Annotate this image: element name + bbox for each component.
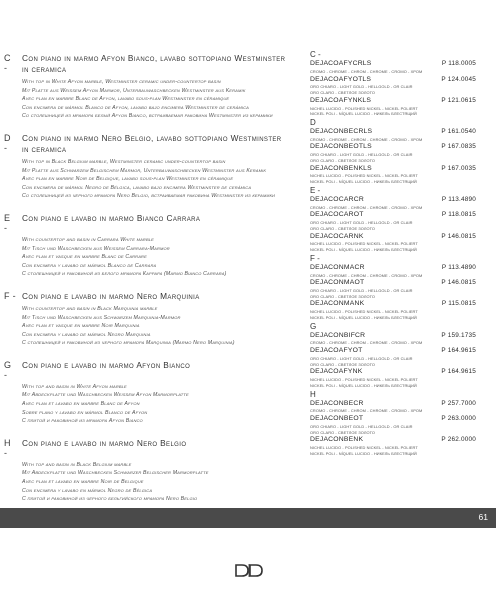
variant-title [22, 438, 186, 449]
variant-title-line: in ceramica [22, 143, 67, 154]
finish-description: ORO CHIARO - LIGHT GOLD - HELLGOLD - OR CLAIR [310, 152, 413, 158]
finish-description: NICKEL POLI - NÍQUEL LUCIDO - НИКЕЛЬ БЛЕСТЯЩИЙ [310, 450, 417, 456]
finish-description: ORO CLARO - СВЕТЛОЕ ЗОЛОТО [310, 225, 376, 231]
translation-line: Avec plan et lavabo en marbre Blanc de Afyon [22, 401, 140, 408]
page-number: 61 [478, 512, 488, 522]
price-item [310, 128, 476, 143]
product-price: P 146.0815 [441, 232, 476, 240]
product-price: P 164.9615 [441, 368, 476, 376]
variant-letter: F - [4, 290, 16, 301]
variant-heading [4, 213, 306, 233]
price-item [310, 97, 476, 117]
product-price: P 167.0835 [441, 143, 476, 151]
finish-description: ORO CHIARO - LIGHT GOLD - HELLGOLD - OR CLAIR [310, 220, 413, 226]
finish-description: ORO CHIARO - LIGHT GOLD - HELLGOLD - OR CLAIR [310, 423, 413, 429]
finish-description: ORO CHIARO - LIGHT GOLD - HELLGOLD - OR CLAIR [310, 288, 413, 294]
price-group-letter: H [310, 389, 316, 399]
finish-description: CROMO - CHROME - CHROM - CHROME - CROMO - ХРОМ [310, 408, 423, 414]
product-code: DEJACONBEOT [310, 415, 364, 423]
variant-title [22, 291, 200, 302]
code-price-row [310, 196, 476, 205]
translation-line: Со столешницей из мрамора белый Afyon Bianco, встраиваемая раковина Westminster из керамики [22, 113, 273, 120]
variant-title-line: Con piano e lavabo in marmo Nero Marquinia [22, 290, 200, 301]
translation-line: Mit Tisch und Waschbecken aus Weissem Carrara-Marmor [22, 245, 170, 252]
price-item [310, 347, 476, 367]
finish-description: NICKEL POLI - NÍQUEL LUCIDO - НИКЕЛЬ БЛЕСТЯЩИЙ [310, 111, 417, 117]
code-price-row [310, 436, 476, 445]
translation-line: With top in Black Belgium marble, Westminster ceramic under-countertop basin [22, 158, 226, 165]
translation-line: Con encimera y lavabo de mármol Blanco de Carrara [22, 262, 157, 269]
product-price: P 118.0005 [441, 60, 476, 67]
translation-line: Con encimera de mármol Negro de Bélgica, lavabo bajo encimera Westminster de cerámica [22, 184, 252, 191]
variant-title-line: Con piano in marmo Nero Belgio, lavabo sottopiano Westminster [22, 132, 282, 143]
variant-section [4, 438, 306, 504]
variant-title-line: Con piano e lavabo in marmo Nero Belgio [22, 437, 187, 448]
code-price-row [310, 60, 476, 69]
code-price-row [310, 233, 476, 242]
translation-lines [22, 305, 306, 348]
translation-line: С плитой и раковиной из мрамора Afyon Bianco [22, 418, 143, 425]
finish-description: CROMO - CHROME - CHROM - CHROME - CROMO - ХРОМ [310, 136, 423, 142]
finish-description: NICHEL LUCIDO - POLISHED NICKEL - NICKEL POLIERT [310, 445, 418, 451]
product-price: P 161.0540 [441, 127, 476, 135]
product-code: DEJACOAFYOTLS [310, 75, 372, 83]
finish-description: CROMO - CHROME - CHROM - CHROME - CROMO - ХРОМ [310, 68, 423, 74]
product-code: DEJACOCAROT [310, 211, 364, 219]
product-code: DEJACONBEOTLS [310, 143, 372, 151]
translation-lines [22, 158, 306, 201]
variant-section [4, 133, 306, 201]
translation-lines [22, 78, 306, 121]
brand-logo [232, 563, 266, 577]
finish-description: ORO CLARO - СВЕТЛОЕ ЗОЛОТО [310, 293, 376, 299]
code-price-row [310, 211, 476, 220]
translation-line: Mit Tisch und Waschbecken aus Schwarzem Marquinia-Marmor [22, 314, 181, 321]
finish-description: NICHEL LUCIDO - POLISHED NICKEL - NICKEL POLIERT [310, 105, 418, 111]
code-price-row [310, 347, 476, 356]
finish-description: ORO CLARO - СВЕТЛОЕ ЗОЛОТО [310, 157, 376, 163]
price-group-letter: E - [310, 185, 321, 195]
variant-heading [4, 438, 306, 458]
product-price: P 167.0035 [441, 164, 476, 172]
price-group-letter: C - [310, 50, 321, 59]
variant-heading [4, 291, 306, 302]
translation-line: Со столешницей из черного мрамора Nero Belgio, встраиваемая раковина Westminster из керамики [22, 193, 275, 200]
code-price-row [310, 128, 476, 137]
product-code: DEJACONBECRLS [310, 127, 373, 135]
variant-title [22, 53, 285, 75]
variant-section [4, 53, 306, 121]
price-item [310, 60, 476, 75]
code-price-row [310, 279, 476, 288]
translation-line: With countertop and basin in Carrara White marble [22, 236, 154, 243]
translation-line: Mit Platte aus Weissem Afyon Marmor, Unterbauwaschbecken Westminster aus Keramik [22, 87, 246, 94]
variant-section [4, 360, 306, 426]
price-item [310, 196, 476, 211]
translation-line: Sobre plano y lavabo en mármol Blanco de Afyon [22, 409, 148, 416]
product-price: P 159.1735 [441, 331, 476, 339]
finish-description: NICHEL LUCIDO - POLISHED NICKEL - NICKEL POLIERT [310, 241, 418, 247]
price-item [310, 415, 476, 435]
variant-heading [4, 53, 306, 75]
product-code: DEJACONMANK [310, 300, 365, 308]
product-code: DEJACOAFYNKLS [310, 96, 372, 104]
product-code: DEJACOAFYCRLS [310, 60, 372, 67]
code-price-row [310, 300, 476, 309]
translation-line: With top in White Afyon marble, Westminster ceramic under-countertop basin [22, 79, 221, 85]
product-code: DEJACOAFYOT [310, 347, 363, 355]
price-item [310, 76, 476, 96]
product-code: DEJACOAFYNK [310, 368, 363, 376]
translation-line: With top and basin in Black Belgium marble [22, 461, 132, 468]
finish-description: CROMO - CHROME - CHROM - CHROME - CROMO - ХРОМ [310, 204, 423, 210]
price-item [310, 143, 476, 163]
price-group-letter: G [310, 321, 317, 331]
product-price: P 146.0815 [441, 279, 476, 287]
product-price: P 118.0815 [441, 211, 476, 219]
variant-section [4, 213, 306, 279]
product-code: DEJACONMACR [310, 263, 365, 271]
variant-title-line: Con piano e lavabo in marmo Bianco Carrara [22, 212, 201, 223]
page-number-band [0, 508, 496, 528]
variant-letter: E - [4, 212, 11, 233]
finish-description: CROMO - CHROME - CHROM - CHROME - CROMO - ХРОМ [310, 340, 423, 346]
translation-line: Avec plan et vasque en marbre Noir Marquinia [22, 323, 140, 330]
translation-line: Con encimera y lavabo de mármol Negro Marquinia [22, 331, 151, 338]
code-price-row [310, 76, 476, 85]
variant-heading [4, 360, 306, 380]
finish-description: NICKEL POLI - NÍQUEL LUCIDO - НИКЕЛЬ БЛЕСТЯЩИЙ [310, 247, 417, 253]
variant-letter: D - [4, 132, 11, 153]
variant-section [4, 291, 306, 348]
translation-line: Avec plan et vasque en marbre Blanc de Carrare [22, 254, 147, 261]
code-price-row [310, 97, 476, 106]
finish-description: NICKEL POLI - NÍQUEL LUCIDO - НИКЕЛЬ БЛЕСТЯЩИЙ [310, 314, 417, 320]
finish-description: NICHEL LUCIDO - POLISHED NICKEL - NICKEL POLIERT [310, 173, 418, 179]
translation-line: With top and basin in White Afyon marble [22, 383, 127, 390]
code-price-row [310, 143, 476, 152]
finish-description: ORO CHIARO - LIGHT GOLD - HELLGOLD - OR CLAIR [310, 355, 413, 361]
dd-monogram-icon [234, 564, 264, 577]
variants-description-column [4, 53, 306, 516]
translation-line: Mit Abdeckplatte und Waschbecken Schwarzer Belgischer Marmorplatte [22, 470, 209, 477]
variant-title-line: Con piano e lavabo in marmo Afyon Bianco [22, 359, 191, 370]
variant-heading [4, 133, 306, 155]
translation-line: Avec plan en marbre Blanc de Afyon, lavabo sous-plan Westminster en céramique [22, 96, 230, 103]
finish-description: NICHEL LUCIDO - POLISHED NICKEL - NICKEL POLIERT [310, 309, 418, 315]
finish-description: ORO CLARO - СВЕТЛОЕ ЗОЛОТО [310, 429, 376, 435]
product-price: P 164.9615 [441, 347, 476, 355]
price-group-letter: D [310, 117, 316, 127]
finish-description: ORO CLARO - СВЕТЛОЕ ЗОЛОТО [310, 90, 376, 95]
price-item [310, 300, 476, 320]
finish-description: NICKEL POLI - NÍQUEL LUCIDO - НИКЕЛЬ БЛЕСТЯЩИЙ [310, 382, 417, 388]
product-price: P 113.4890 [441, 263, 476, 271]
product-price: P 113.4890 [441, 195, 476, 203]
translation-line: С столешницей и раковиной из черного мрамора Marquinia (Marmo Nero Marquinia) [22, 340, 235, 347]
product-price: P 263.0000 [441, 415, 476, 423]
variant-letter: H - [4, 437, 11, 458]
price-item [310, 264, 476, 279]
translation-line: С плитой и раковиной из черного бельгийского мрамора Nero Belgio [22, 496, 198, 503]
translation-line: Avec plan et lavabo en marbre Noir de Belgique [22, 479, 144, 486]
translation-line: Con encimera y lavabo en mármol Negro de Bélgica [22, 487, 153, 494]
code-price-row [310, 400, 476, 409]
product-price: P 262.0000 [441, 436, 476, 444]
price-item [310, 436, 476, 456]
variant-title [22, 360, 190, 371]
variant-letter: G - [4, 359, 12, 380]
variant-letter: C - [4, 53, 11, 73]
code-price-row [310, 368, 476, 377]
variant-title-line: in ceramica [22, 64, 67, 74]
price-item [310, 400, 476, 415]
price-item [310, 368, 476, 388]
product-code: DEJACONBECR [310, 399, 364, 407]
product-price: P 115.0815 [441, 300, 476, 308]
product-code: DEJACONBIFCR [310, 331, 366, 339]
product-code: DEJACOCARCR [310, 195, 364, 203]
code-price-row [310, 165, 476, 174]
price-item [310, 279, 476, 299]
price-list-column [310, 50, 476, 457]
translation-line: Con encimera de mármol Blanco de Afyon, lavabo bajo encimera Westminster de cerámica [22, 104, 249, 111]
translation-lines [22, 236, 306, 279]
code-price-row [310, 332, 476, 341]
translation-line: Mit Platte aus Schwarzem Belgischem Marmor, Unterbauwaschbecken Westminster aus Keramik [22, 167, 267, 174]
finish-description: ORO CLARO - СВЕТЛОЕ ЗОЛОТО [310, 361, 376, 367]
code-price-row [310, 264, 476, 273]
price-item [310, 165, 476, 185]
finish-description: NICKEL POLI - NÍQUEL LUCIDO - НИКЕЛЬ БЛЕСТЯЩИЙ [310, 179, 417, 185]
price-item [310, 332, 476, 347]
translation-line: With countertop and basin in Black Marquinia marble [22, 305, 158, 312]
product-price: P 121.0615 [441, 96, 476, 104]
variant-title [22, 213, 200, 224]
translation-line: Mit Abdeckplatte und Waschbecken Weissem Afyon Marmorplatte [22, 392, 189, 399]
code-price-row [310, 415, 476, 424]
product-code: DEJACONBENKLS [310, 164, 372, 172]
translation-lines [22, 461, 306, 504]
finish-description: ORO CHIARO - LIGHT GOLD - HELLGOLD - OR CLAIR [310, 84, 413, 90]
product-price: P 124.0045 [441, 75, 476, 83]
finish-description: NICHEL LUCIDO - POLISHED NICKEL - NICKEL POLIERT [310, 377, 418, 383]
product-code: DEJACONMAOT [310, 279, 365, 287]
translation-lines [22, 383, 306, 426]
finish-description: CROMO - CHROME - CHROM - CHROME - CROMO - ХРОМ [310, 272, 423, 278]
variant-title-line: Con piano in marmo Afyon Bianco, lavabo sottopiano Westminster [22, 53, 286, 63]
translation-line: Avec plan en marbre Noir de Belgique, lavabo sous-plan Westminster en céramique [22, 176, 234, 183]
translation-line: С столешницей и раковиной из белого мрамора Каррара (Marmo Bianco Carrara) [22, 271, 227, 278]
price-item [310, 211, 476, 231]
product-price: P 257.7000 [441, 399, 476, 407]
price-item [310, 233, 476, 253]
price-group-letter: F - [310, 253, 320, 263]
product-code: DEJACOCARNK [310, 232, 364, 240]
product-code: DEJACONBENK [310, 436, 364, 444]
variant-title [22, 133, 282, 155]
